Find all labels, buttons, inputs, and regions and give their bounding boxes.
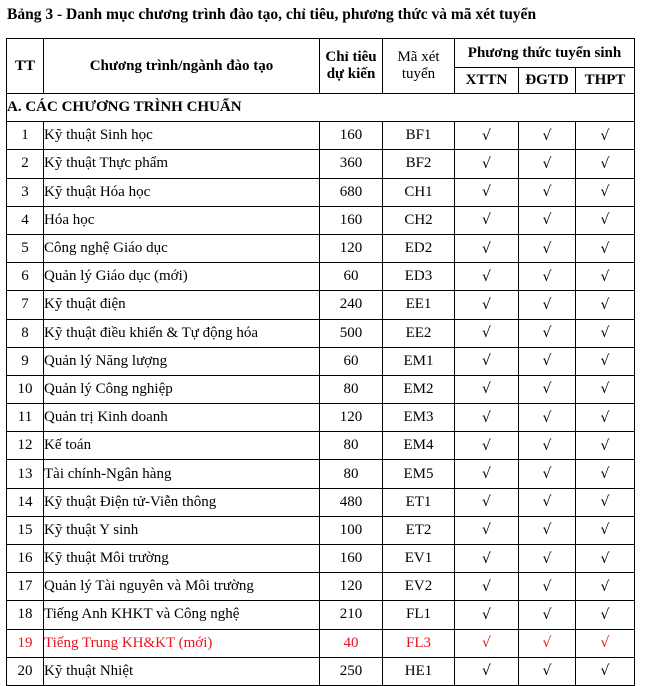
row-check-dgtd: √ <box>519 206 576 234</box>
row-quota: 680 <box>320 178 383 206</box>
row-check-thpt: √ <box>576 657 635 685</box>
row-tt: 12 <box>7 432 44 460</box>
row-check-xttn: √ <box>455 657 519 685</box>
table-row <box>7 657 635 685</box>
row-check-dgtd: √ <box>519 178 576 206</box>
header-quota-line1: Chỉ tiêu <box>325 49 377 65</box>
row-check-thpt: √ <box>576 178 635 206</box>
row-program-name: Hóa học <box>44 206 320 234</box>
row-quota: 80 <box>320 375 383 403</box>
row-admission-code: EM5 <box>383 460 455 488</box>
row-check-dgtd: √ <box>519 404 576 432</box>
row-check-dgtd: √ <box>519 516 576 544</box>
row-tt: 20 <box>7 657 44 685</box>
row-program-name: Tiếng Anh KHKT và Công nghệ <box>44 601 320 629</box>
row-tt: 19 <box>7 629 44 657</box>
row-quota: 160 <box>320 206 383 234</box>
row-check-xttn: √ <box>455 234 519 262</box>
row-check-thpt: √ <box>576 573 635 601</box>
row-check-xttn: √ <box>455 375 519 403</box>
header-row-top <box>7 39 635 68</box>
row-admission-code: EM2 <box>383 375 455 403</box>
row-check-thpt: √ <box>576 122 635 150</box>
row-quota: 120 <box>320 573 383 601</box>
table-caption: Bảng 3 - Danh mục chương trình đào tạo, chỉ tiêu, phương thức và mã xét tuyển <box>7 6 537 23</box>
row-check-xttn: √ <box>455 460 519 488</box>
row-check-thpt: √ <box>576 601 635 629</box>
row-check-xttn: √ <box>455 319 519 347</box>
row-check-xttn: √ <box>455 629 519 657</box>
row-check-thpt: √ <box>576 150 635 178</box>
row-check-xttn: √ <box>455 516 519 544</box>
row-admission-code: ET2 <box>383 516 455 544</box>
row-program-name: Kỹ thuật Y sinh <box>44 516 320 544</box>
row-program-name: Kỹ thuật điều khiển & Tự động hóa <box>44 319 320 347</box>
row-quota: 120 <box>320 404 383 432</box>
row-check-xttn: √ <box>455 122 519 150</box>
row-quota: 100 <box>320 516 383 544</box>
header-code-line2: tuyển <box>401 66 436 82</box>
row-admission-code: CH2 <box>383 206 455 234</box>
row-check-xttn: √ <box>455 404 519 432</box>
row-check-dgtd: √ <box>519 122 576 150</box>
row-program-name: Kế toán <box>44 432 320 460</box>
row-check-dgtd: √ <box>519 545 576 573</box>
table-row <box>7 347 635 375</box>
row-quota: 60 <box>320 347 383 375</box>
row-program-name: Kỹ thuật Nhiệt <box>44 657 320 685</box>
row-quota: 250 <box>320 657 383 685</box>
row-admission-code: HE1 <box>383 657 455 685</box>
row-tt: 9 <box>7 347 44 375</box>
row-check-dgtd: √ <box>519 375 576 403</box>
row-check-thpt: √ <box>576 460 635 488</box>
row-admission-code: BF2 <box>383 150 455 178</box>
row-program-name: Công nghệ Giáo dục <box>44 234 320 262</box>
row-check-thpt: √ <box>576 432 635 460</box>
row-check-xttn: √ <box>455 178 519 206</box>
row-tt: 7 <box>7 291 44 319</box>
row-check-xttn: √ <box>455 150 519 178</box>
row-quota: 60 <box>320 263 383 291</box>
table-row <box>7 404 635 432</box>
row-tt: 3 <box>7 178 44 206</box>
row-check-dgtd: √ <box>519 657 576 685</box>
row-admission-code: EV2 <box>383 573 455 601</box>
row-check-xttn: √ <box>455 601 519 629</box>
row-check-dgtd: √ <box>519 629 576 657</box>
row-admission-code: EM3 <box>383 404 455 432</box>
row-tt: 18 <box>7 601 44 629</box>
table-row <box>7 375 635 403</box>
row-admission-code: EV1 <box>383 545 455 573</box>
row-check-thpt: √ <box>576 263 635 291</box>
row-quota: 80 <box>320 432 383 460</box>
row-program-name: Quản lý Giáo dục (mới) <box>44 263 320 291</box>
row-check-thpt: √ <box>576 347 635 375</box>
row-check-thpt: √ <box>576 629 635 657</box>
section-title: A. CÁC CHƯƠNG TRÌNH CHUẨN <box>7 94 635 122</box>
row-program-name: Tiếng Trung KH&KT (mới) <box>44 629 320 657</box>
row-quota: 80 <box>320 460 383 488</box>
table-row <box>7 319 635 347</box>
row-check-thpt: √ <box>576 404 635 432</box>
row-tt: 17 <box>7 573 44 601</box>
row-quota: 210 <box>320 601 383 629</box>
header-methods-group: Phương thức tuyển sinh <box>455 39 635 68</box>
row-admission-code: EM4 <box>383 432 455 460</box>
row-check-dgtd: √ <box>519 234 576 262</box>
row-admission-code: EM1 <box>383 347 455 375</box>
header-method-xttn: XTTN <box>455 68 519 94</box>
row-tt: 8 <box>7 319 44 347</box>
header-method-thpt: THPT <box>576 68 635 94</box>
table-row <box>7 150 635 178</box>
table-row <box>7 234 635 262</box>
row-program-name: Quản lý Tài nguyên và Môi trường <box>44 573 320 601</box>
program-table <box>6 38 635 686</box>
row-tt: 5 <box>7 234 44 262</box>
row-check-dgtd: √ <box>519 488 576 516</box>
header-program: Chương trình/ngành đào tạo <box>44 39 320 94</box>
row-tt: 4 <box>7 206 44 234</box>
table-row <box>7 206 635 234</box>
row-check-xttn: √ <box>455 432 519 460</box>
section-row <box>7 94 635 122</box>
row-program-name: Kỹ thuật Hóa học <box>44 178 320 206</box>
table-row <box>7 460 635 488</box>
row-tt: 6 <box>7 263 44 291</box>
row-admission-code: FL3 <box>383 629 455 657</box>
row-program-name: Quản lý Công nghiệp <box>44 375 320 403</box>
row-program-name: Kỹ thuật Điện tử-Viễn thông <box>44 488 320 516</box>
row-admission-code: ED3 <box>383 263 455 291</box>
row-quota: 500 <box>320 319 383 347</box>
row-check-thpt: √ <box>576 234 635 262</box>
row-quota: 240 <box>320 291 383 319</box>
row-tt: 10 <box>7 375 44 403</box>
table-row <box>7 573 635 601</box>
table-row <box>7 291 635 319</box>
row-check-xttn: √ <box>455 347 519 375</box>
row-check-thpt: √ <box>576 291 635 319</box>
row-check-dgtd: √ <box>519 601 576 629</box>
row-check-thpt: √ <box>576 488 635 516</box>
row-quota: 160 <box>320 122 383 150</box>
row-admission-code: ET1 <box>383 488 455 516</box>
row-admission-code: ED2 <box>383 234 455 262</box>
table-row <box>7 178 635 206</box>
row-tt: 14 <box>7 488 44 516</box>
row-check-thpt: √ <box>576 545 635 573</box>
table-row <box>7 545 635 573</box>
row-admission-code: EE1 <box>383 291 455 319</box>
row-tt: 2 <box>7 150 44 178</box>
row-check-dgtd: √ <box>519 150 576 178</box>
row-check-xttn: √ <box>455 291 519 319</box>
row-quota: 120 <box>320 234 383 262</box>
row-admission-code: CH1 <box>383 178 455 206</box>
row-check-xttn: √ <box>455 488 519 516</box>
table-row <box>7 601 635 629</box>
row-quota: 360 <box>320 150 383 178</box>
row-program-name: Kỹ thuật điện <box>44 291 320 319</box>
row-tt: 11 <box>7 404 44 432</box>
row-admission-code: BF1 <box>383 122 455 150</box>
table-row <box>7 629 635 657</box>
table-row <box>7 263 635 291</box>
table-row <box>7 122 635 150</box>
row-check-thpt: √ <box>576 375 635 403</box>
row-tt: 16 <box>7 545 44 573</box>
header-code <box>383 39 455 94</box>
row-check-thpt: √ <box>576 319 635 347</box>
row-check-dgtd: √ <box>519 263 576 291</box>
row-check-thpt: √ <box>576 516 635 544</box>
header-quota <box>320 39 383 94</box>
row-program-name: Tài chính-Ngân hàng <box>44 460 320 488</box>
header-code-line1: Mã xét <box>397 49 440 65</box>
row-check-dgtd: √ <box>519 573 576 601</box>
row-check-dgtd: √ <box>519 347 576 375</box>
row-program-name: Quản lý Năng lượng <box>44 347 320 375</box>
header-method-dgtd: ĐGTD <box>519 68 576 94</box>
row-check-thpt: √ <box>576 206 635 234</box>
header-quota-line2: dự kiến <box>326 66 376 82</box>
table-row <box>7 488 635 516</box>
row-check-xttn: √ <box>455 573 519 601</box>
row-program-name: Quản trị Kinh doanh <box>44 404 320 432</box>
row-check-xttn: √ <box>455 545 519 573</box>
row-admission-code: EE2 <box>383 319 455 347</box>
row-program-name: Kỹ thuật Thực phẩm <box>44 150 320 178</box>
row-check-dgtd: √ <box>519 432 576 460</box>
table-row <box>7 432 635 460</box>
header-tt: TT <box>7 39 44 94</box>
row-check-dgtd: √ <box>519 319 576 347</box>
row-check-xttn: √ <box>455 263 519 291</box>
table-row <box>7 516 635 544</box>
row-quota: 480 <box>320 488 383 516</box>
row-program-name: Kỹ thuật Môi trường <box>44 545 320 573</box>
row-tt: 15 <box>7 516 44 544</box>
row-tt: 13 <box>7 460 44 488</box>
row-quota: 40 <box>320 629 383 657</box>
row-check-xttn: √ <box>455 206 519 234</box>
row-admission-code: FL1 <box>383 601 455 629</box>
row-quota: 160 <box>320 545 383 573</box>
row-check-dgtd: √ <box>519 291 576 319</box>
row-tt: 1 <box>7 122 44 150</box>
row-program-name: Kỹ thuật Sinh học <box>44 122 320 150</box>
row-check-dgtd: √ <box>519 460 576 488</box>
